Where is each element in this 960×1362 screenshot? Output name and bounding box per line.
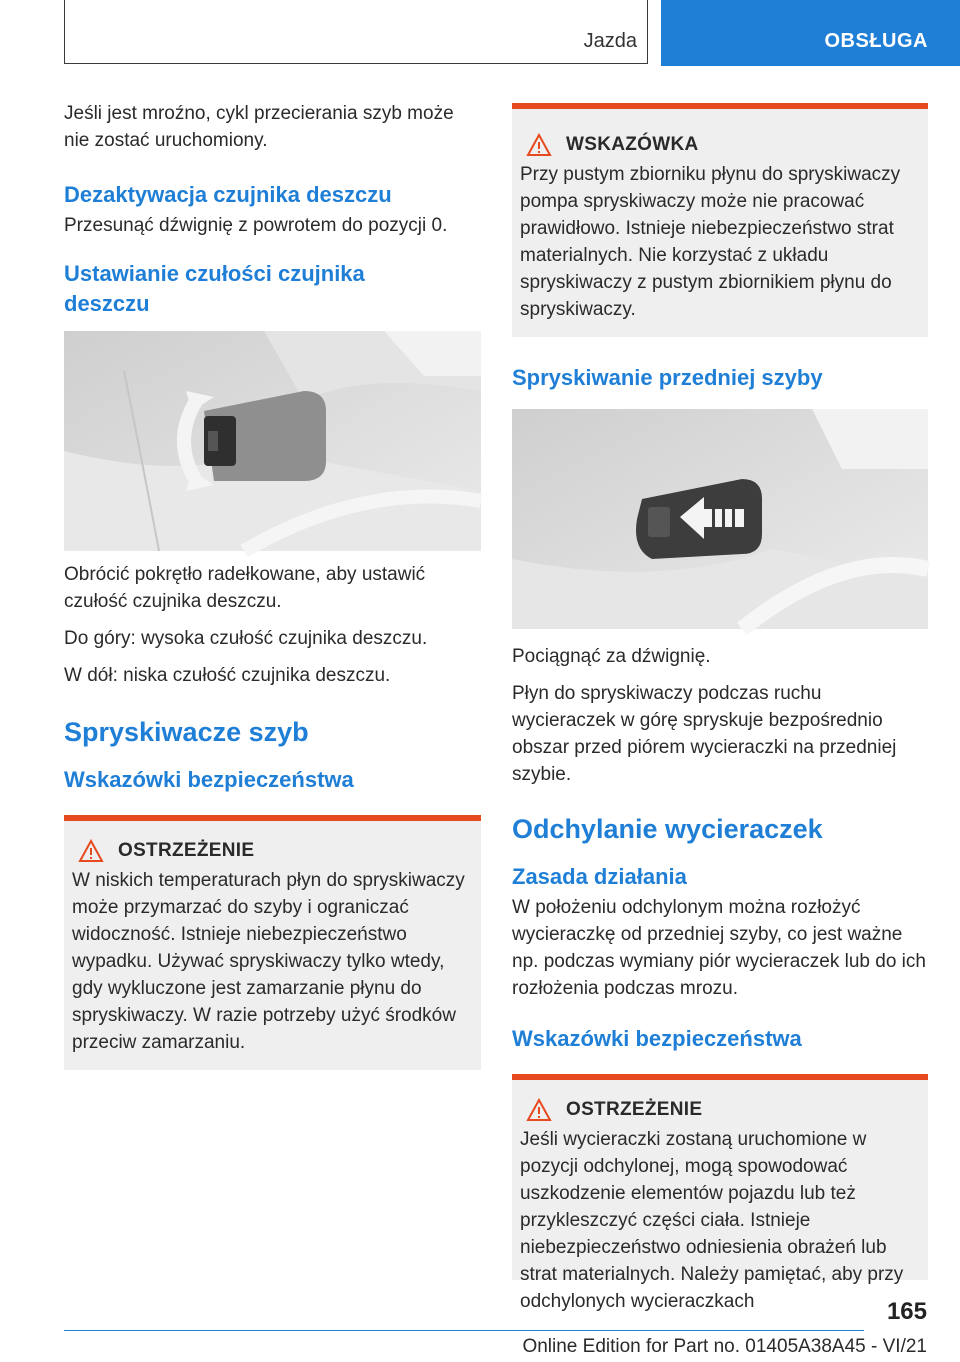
chapter-tab-label: OBSŁUGA bbox=[824, 29, 928, 52]
edition-note: Online Edition for Part no. 01405A38A45 - VI/21 bbox=[522, 1336, 927, 1357]
heading-front-wash: Spryskiwanie przedniej szyby bbox=[512, 365, 823, 390]
warning-text-left: W niskich temperaturach płyn do spryskiwaczy może przymarzać do szyby i ograniczać widoczność. Istnieje niebezpieczeństwo wypadku. Używać spryskiwaczy tylko wtedy, gdy wykluczone jest zamarzanie płynu do spryskiwaczy. W razie potrzeby użyć środków przeciw zamarzaniu. bbox=[72, 870, 465, 1053]
heading-safety-right: Wskazówki bezpieczeństwa bbox=[512, 1026, 802, 1051]
heading-tilt: Odchylanie wycieraczek bbox=[512, 814, 823, 844]
warning-box-left bbox=[64, 815, 481, 1070]
heading-washers: Spryskiwacze szyb bbox=[64, 717, 309, 747]
warning-title-right bbox=[520, 1098, 920, 1122]
lever-pull-illustration bbox=[512, 409, 928, 629]
heading-sensitivity: Ustawianie czułości czujnika deszczu bbox=[64, 261, 365, 316]
warning-text-right: Jeśli wycieraczki zostaną uruchomione w pozycji odchylonej, mogą spowodować uszkodzenie elementów pojazdu lub też przykleszczyć części ciała. Istnieje niebezpieczeństwo odniesienia obrażeń lub strat materialnych. Należy pamiętać, aby przy odchylonych wycieraczkach bbox=[520, 1129, 904, 1312]
heading-safety-left: Wskazówki bezpieczeństwa bbox=[64, 767, 354, 792]
principle-text: W położeniu odchylonym można rozłożyć wycieraczkę od przedniej szyby, co jest ważne np. podczas wymiany piór wycieraczek lub do ich rozłożenia podczas mrozu. bbox=[512, 897, 926, 999]
down-text: W dół: niska czułość czujnika deszczu. bbox=[64, 665, 391, 686]
heading-principle: Zasada działania bbox=[512, 864, 687, 889]
warning-triangle-icon bbox=[78, 839, 104, 863]
intro-text: Jeśli jest mroźno, cykl przecierania szyb może nie zostać uruchomiony. bbox=[64, 103, 454, 151]
deactivate-text: Przesunąć dźwignię z powrotem do pozycji 0. bbox=[64, 215, 448, 236]
rotate-text: Obrócić pokrętło radełkowane, aby ustawić czułość czujnika deszczu. bbox=[64, 564, 426, 612]
notice-label: WSKAZÓWKA bbox=[566, 134, 699, 155]
warning-label-left: OSTRZEŻENIE bbox=[118, 840, 255, 861]
fluid-text: Płyn do spryskiwaczy podczas ruchu wycieraczek w górę spryskuje bezpośrednio obszar przed piórem wycieraczki na przedniej szybie. bbox=[512, 683, 897, 785]
header-frame bbox=[64, 0, 648, 64]
chapter-tab[interactable] bbox=[661, 0, 960, 66]
notice-triangle-icon bbox=[526, 133, 552, 157]
section-title: Jazda bbox=[583, 30, 637, 52]
rain-sensor-image bbox=[64, 331, 481, 551]
page-number: 165 bbox=[886, 1298, 927, 1325]
up-text: Do góry: wysoka czułość czujnika deszczu. bbox=[64, 628, 428, 649]
warning-title-left bbox=[72, 839, 473, 863]
left-column bbox=[64, 100, 481, 1070]
washer-lever-image bbox=[512, 409, 928, 629]
heading-deactivate: Dezaktywacja czujnika deszczu bbox=[64, 182, 392, 207]
pull-text: Pociągnąć za dźwignię. bbox=[512, 646, 711, 667]
lever-knurl-illustration bbox=[64, 331, 481, 551]
notice-title bbox=[520, 133, 920, 157]
warning-label-right: OSTRZEŻENIE bbox=[566, 1099, 703, 1120]
notice-box bbox=[512, 103, 928, 337]
warning-triangle-icon bbox=[526, 1098, 552, 1122]
notice-text: Przy pustym zbiorniku płynu do spryskiwaczy pompa spryskiwaczy może nie pracować prawidłowo. Istnieje niebezpieczeństwo strat materialnych. Nie korzystać z układu spryskiwaczy z pustym zbiornikiem płynu do spryskiwaczy. bbox=[520, 164, 901, 320]
footer-divider bbox=[64, 1330, 864, 1331]
